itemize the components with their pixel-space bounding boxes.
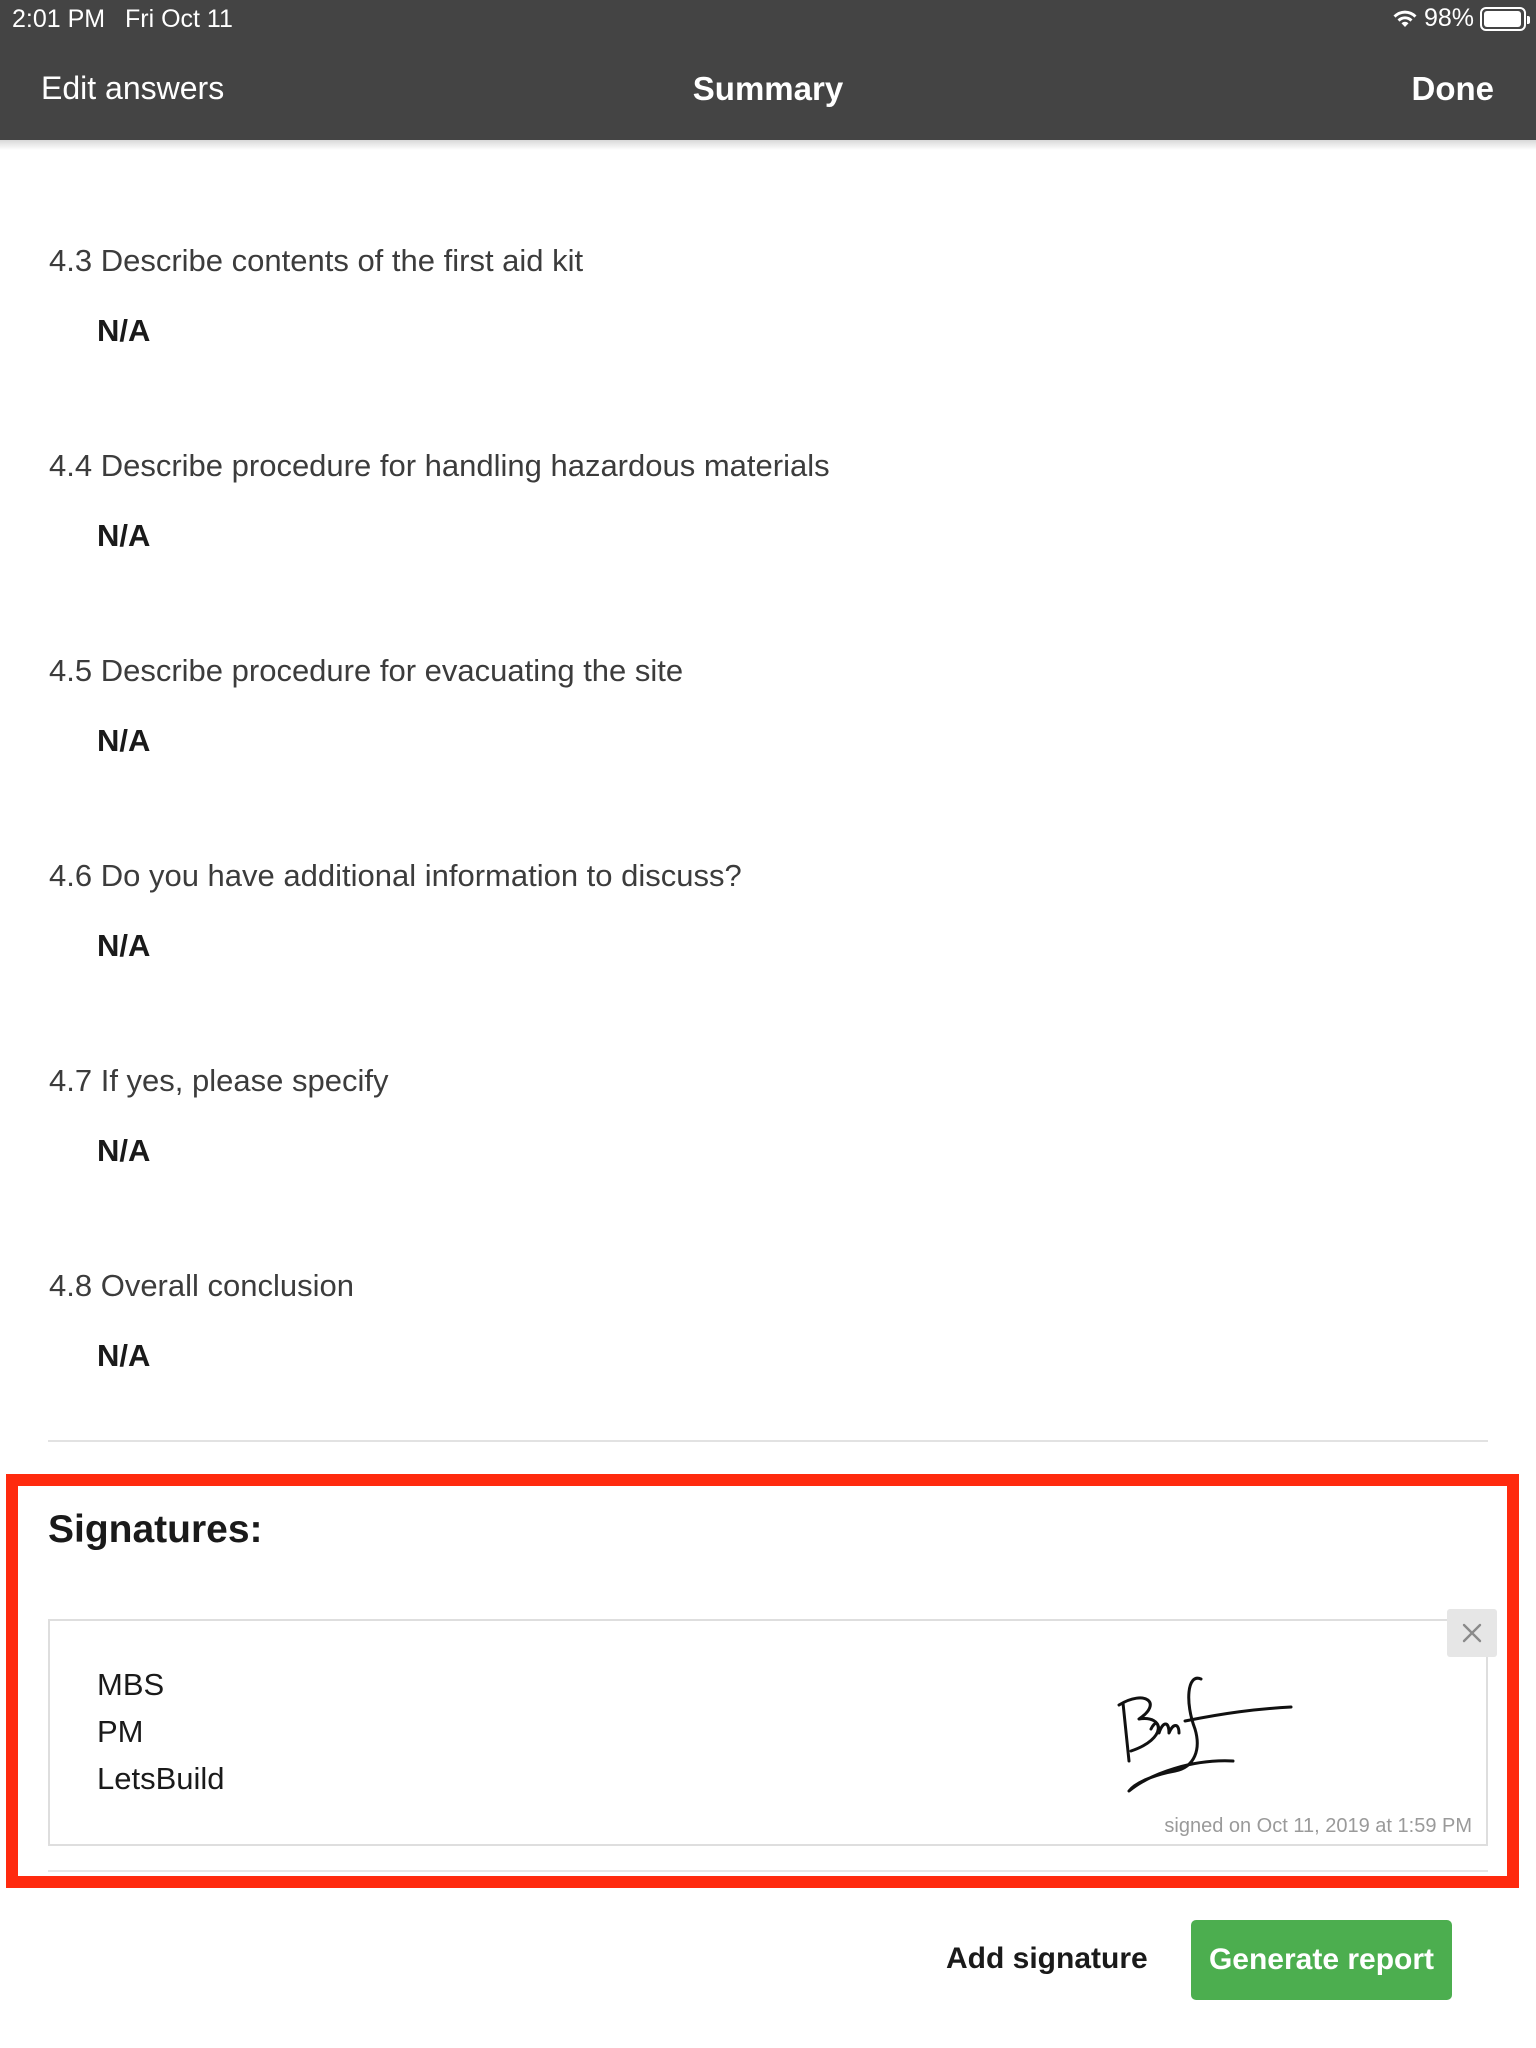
question-text: 4.4 Describe procedure for handling hazardous materials	[49, 448, 830, 483]
navigation-bar	[0, 40, 1536, 140]
question-text: 4.7 If yes, please specify	[49, 1063, 389, 1098]
question-text: 4.5 Describe procedure for evacuating the site	[49, 653, 684, 688]
answer-text: N/A	[97, 1338, 151, 1373]
battery-icon	[1480, 7, 1526, 31]
signer-role: PM	[97, 1714, 144, 1749]
answer-text: N/A	[97, 518, 151, 553]
done-button[interactable]: Done	[1411, 70, 1494, 107]
signed-timestamp: signed on Oct 11, 2019 at 1:59 PM	[1164, 1815, 1472, 1837]
page-title: Summary	[692, 70, 844, 107]
status-bar	[0, 0, 1536, 40]
answer-text: N/A	[97, 1133, 151, 1168]
highlight-box	[6, 1474, 1519, 1888]
wifi-icon	[1392, 9, 1418, 29]
nav-shadow	[0, 140, 1536, 150]
answer-text: N/A	[97, 928, 151, 963]
edit-answers-button[interactable]: Edit answers	[41, 70, 225, 106]
signer-company: LetsBuild	[97, 1761, 225, 1796]
question-text: 4.3 Describe contents of the first aid kit	[49, 243, 584, 278]
answer-text: N/A	[97, 723, 151, 758]
generate-report-button[interactable]: Generate report	[1191, 1920, 1452, 2000]
status-time: 2:01 PM	[12, 5, 106, 33]
status-right	[1392, 4, 1526, 33]
add-signature-button[interactable]: Add signature	[946, 1942, 1148, 1975]
status-date: Fri Oct 11	[125, 5, 233, 33]
signer-name: MBS	[97, 1667, 165, 1702]
battery-fill	[1484, 11, 1521, 27]
battery-percent: 98%	[1423, 4, 1474, 32]
section-divider	[48, 1440, 1488, 1442]
question-text: 4.6 Do you have additional information to discuss?	[49, 858, 742, 893]
signatures-heading: Signatures:	[48, 1508, 263, 1551]
answer-text: N/A	[97, 313, 151, 348]
question-text: 4.8 Overall conclusion	[49, 1268, 354, 1303]
